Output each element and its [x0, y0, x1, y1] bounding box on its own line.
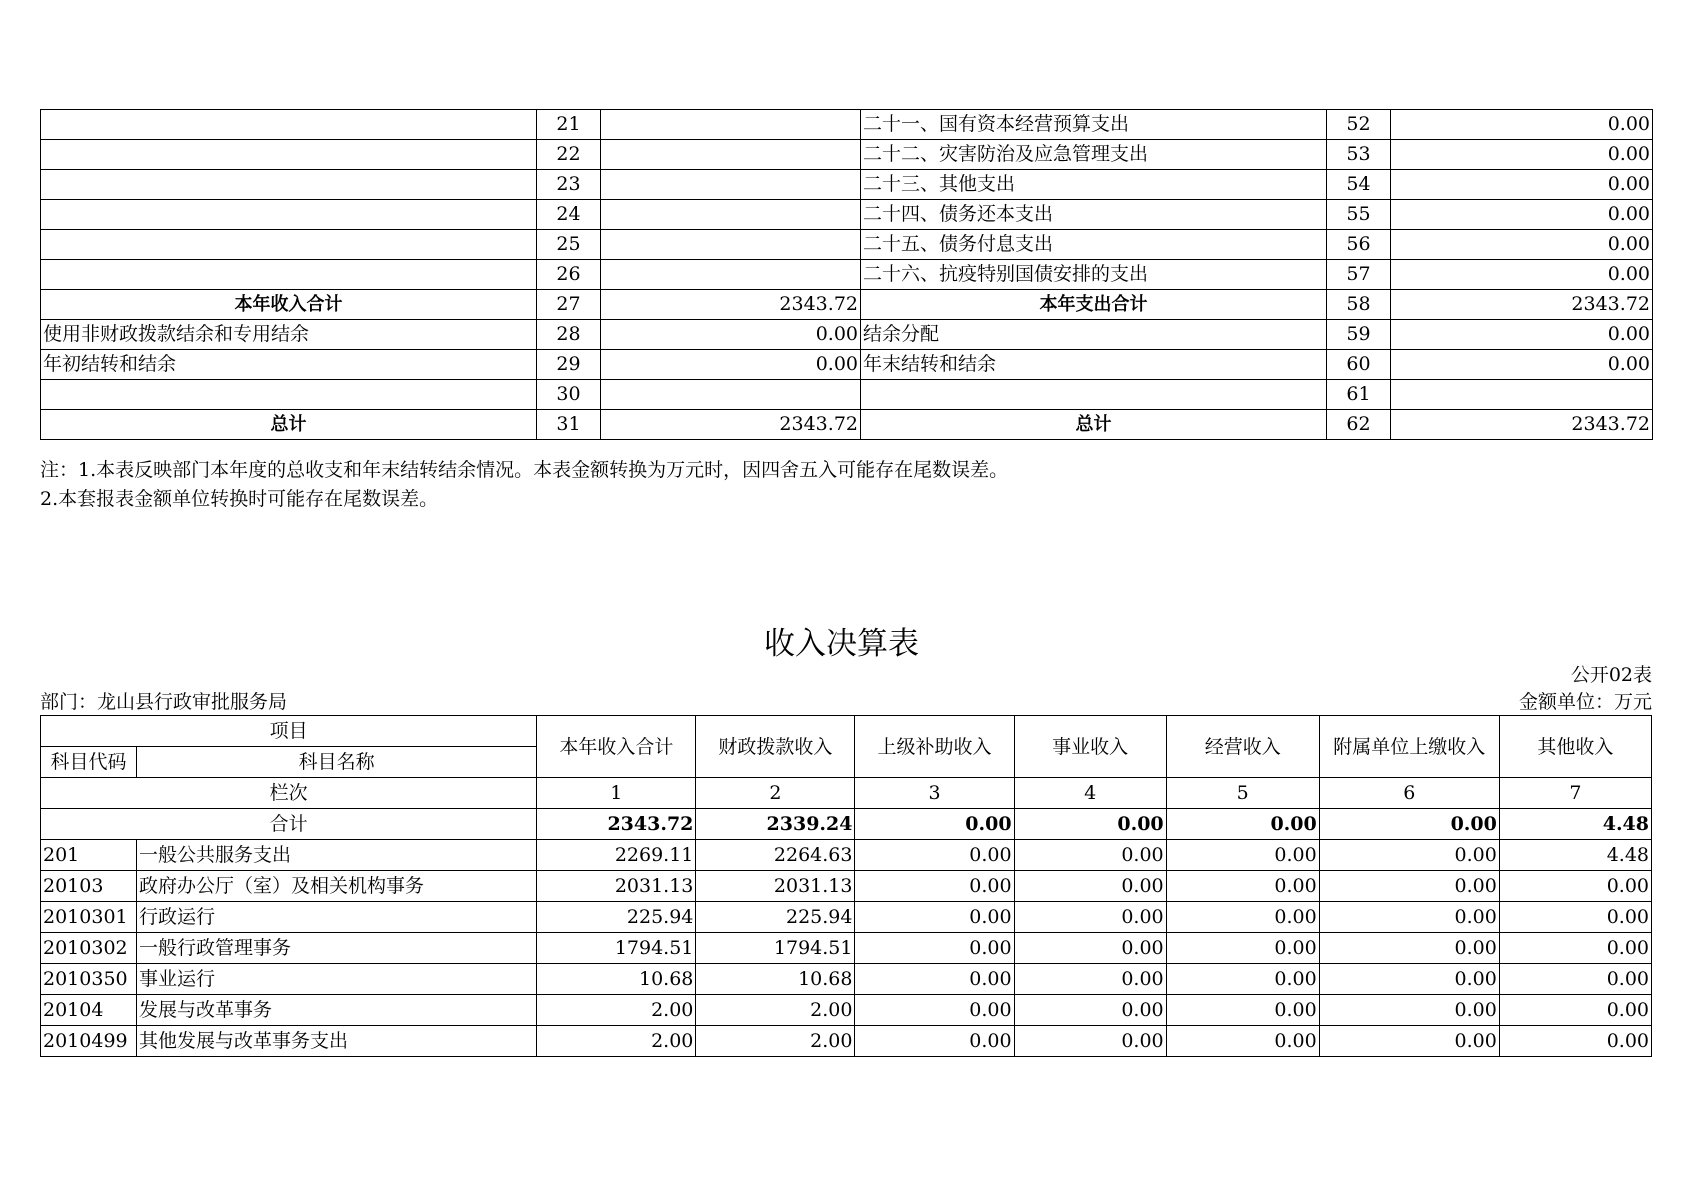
row-value-7: 0.00 [1499, 871, 1651, 902]
row-right-label: 二十四、债务还本支出 [861, 200, 1327, 230]
row-value-7: 0.00 [1499, 1026, 1651, 1057]
row-right-value: 0.00 [1391, 230, 1653, 260]
row-right-number: 53 [1327, 140, 1391, 170]
row-right-label [861, 380, 1327, 410]
row-right-label: 本年支出合计 [861, 290, 1327, 320]
table-row [41, 290, 1653, 320]
income-table [40, 715, 1652, 1057]
row-left-label [41, 260, 537, 290]
row-right-number: 59 [1327, 320, 1391, 350]
row-value-5: 0.00 [1166, 964, 1319, 995]
row-left-number: 23 [537, 170, 601, 200]
row-left-label [41, 140, 537, 170]
colnum-7: 7 [1499, 778, 1651, 809]
income-table-total-row [41, 809, 1652, 840]
total-value-7: 4.48 [1499, 809, 1651, 840]
table-row [41, 871, 1652, 902]
row-right-value: 2343.72 [1391, 410, 1653, 440]
header-col-7: 其他收入 [1499, 716, 1651, 778]
row-left-number: 29 [537, 350, 601, 380]
row-value-5: 0.00 [1166, 995, 1319, 1026]
row-value-5: 0.00 [1166, 871, 1319, 902]
row-left-label [41, 200, 537, 230]
row-right-label: 二十六、抗疫特别国债安排的支出 [861, 260, 1327, 290]
row-value-6: 0.00 [1319, 964, 1499, 995]
row-name: 其他发展与改革事务支出 [137, 1026, 537, 1057]
row-value-6: 0.00 [1319, 995, 1499, 1026]
table-row [41, 964, 1652, 995]
row-name: 一般行政管理事务 [137, 933, 537, 964]
row-right-number: 54 [1327, 170, 1391, 200]
row-code: 20104 [41, 995, 137, 1026]
colnum-6: 6 [1319, 778, 1499, 809]
row-left-number: 22 [537, 140, 601, 170]
row-left-value [601, 260, 861, 290]
row-left-number: 27 [537, 290, 601, 320]
row-value-3: 0.00 [855, 933, 1014, 964]
row-value-2: 2.00 [696, 995, 855, 1026]
row-value-1: 225.94 [537, 902, 696, 933]
table-row [41, 200, 1653, 230]
row-right-value: 2343.72 [1391, 290, 1653, 320]
total-label: 合计 [41, 809, 537, 840]
row-right-number: 56 [1327, 230, 1391, 260]
row-value-1: 2.00 [537, 995, 696, 1026]
row-value-6: 0.00 [1319, 840, 1499, 871]
header-name: 科目名称 [137, 747, 537, 778]
row-value-1: 10.68 [537, 964, 696, 995]
department-label: 部门：龙山县行政审批服务局 [40, 691, 288, 713]
total-value-4: 0.00 [1014, 809, 1166, 840]
row-value-4: 0.00 [1014, 995, 1166, 1026]
row-value-4: 0.00 [1014, 840, 1166, 871]
row-value-3: 0.00 [855, 902, 1014, 933]
total-value-5: 0.00 [1166, 809, 1319, 840]
row-value-5: 0.00 [1166, 933, 1319, 964]
header-col-5: 经营收入 [1166, 716, 1319, 778]
colnum-3: 3 [855, 778, 1014, 809]
form-number: 公开02表 [1570, 664, 1652, 686]
income-table-header-row-1 [41, 716, 1652, 747]
total-value-1: 2343.72 [537, 809, 696, 840]
row-right-number: 52 [1327, 110, 1391, 140]
total-value-6: 0.00 [1319, 809, 1499, 840]
table-row [41, 260, 1653, 290]
row-code: 2010301 [41, 902, 137, 933]
colnum-2: 2 [696, 778, 855, 809]
row-value-1: 2031.13 [537, 871, 696, 902]
row-left-label: 使用非财政拨款结余和专用结余 [41, 320, 537, 350]
header-col-4: 事业收入 [1014, 716, 1166, 778]
row-left-number: 25 [537, 230, 601, 260]
row-left-value [601, 200, 861, 230]
row-value-2: 2031.13 [696, 871, 855, 902]
row-code: 20103 [41, 871, 137, 902]
row-right-value [1391, 380, 1653, 410]
row-left-value: 0.00 [601, 320, 861, 350]
table-row [41, 995, 1652, 1026]
colnum-5: 5 [1166, 778, 1319, 809]
row-left-label [41, 230, 537, 260]
table-row [41, 320, 1653, 350]
row-right-value: 0.00 [1391, 200, 1653, 230]
row-right-value: 0.00 [1391, 140, 1653, 170]
summary-table [40, 109, 1653, 440]
row-value-6: 0.00 [1319, 1026, 1499, 1057]
row-code: 2010350 [41, 964, 137, 995]
row-value-1: 1794.51 [537, 933, 696, 964]
row-value-7: 0.00 [1499, 995, 1651, 1026]
table-row [41, 410, 1653, 440]
table-row [41, 1026, 1652, 1057]
row-left-value: 0.00 [601, 350, 861, 380]
row-value-1: 2269.11 [537, 840, 696, 871]
row-name: 政府办公厅（室）及相关机构事务 [137, 871, 537, 902]
row-value-7: 0.00 [1499, 933, 1651, 964]
row-right-value: 0.00 [1391, 170, 1653, 200]
row-left-number: 28 [537, 320, 601, 350]
row-left-number: 26 [537, 260, 601, 290]
header-col-3: 上级补助收入 [855, 716, 1014, 778]
row-right-value: 0.00 [1391, 110, 1653, 140]
row-left-label [41, 170, 537, 200]
note-line-2: 2.本套报表金额单位转换时可能存在尾数误差。 [40, 488, 439, 510]
table-row [41, 350, 1653, 380]
row-value-4: 0.00 [1014, 902, 1166, 933]
row-value-7: 4.48 [1499, 840, 1651, 871]
row-right-label: 二十一、国有资本经营预算支出 [861, 110, 1327, 140]
summary-table-body [41, 110, 1653, 440]
table-row [41, 230, 1653, 260]
row-value-5: 0.00 [1166, 840, 1319, 871]
row-left-value: 2343.72 [601, 290, 861, 320]
row-left-number: 21 [537, 110, 601, 140]
row-left-label: 年初结转和结余 [41, 350, 537, 380]
table-row [41, 140, 1653, 170]
row-left-value [601, 110, 861, 140]
row-value-3: 0.00 [855, 964, 1014, 995]
row-left-label: 本年收入合计 [41, 290, 537, 320]
table-row [41, 902, 1652, 933]
row-right-value: 0.00 [1391, 320, 1653, 350]
row-right-label: 结余分配 [861, 320, 1327, 350]
row-left-number: 30 [537, 380, 601, 410]
note-line-1: 注：1.本表反映部门本年度的总收支和年末结转结余情况。本表金额转换为万元时，因四舍五入可能存在尾数误差。 [40, 459, 1009, 481]
row-right-label: 二十二、灾害防治及应急管理支出 [861, 140, 1327, 170]
header-project: 项目 [41, 716, 537, 747]
row-value-2: 2.00 [696, 1026, 855, 1057]
row-value-4: 0.00 [1014, 871, 1166, 902]
row-right-number: 62 [1327, 410, 1391, 440]
row-right-label: 年末结转和结余 [861, 350, 1327, 380]
row-value-3: 0.00 [855, 995, 1014, 1026]
unit-label: 金额单位：万元 [1518, 691, 1652, 713]
row-value-6: 0.00 [1319, 902, 1499, 933]
row-value-2: 225.94 [696, 902, 855, 933]
table-row [41, 110, 1653, 140]
row-right-number: 58 [1327, 290, 1391, 320]
header-col-2: 财政拨款收入 [696, 716, 855, 778]
row-code: 2010302 [41, 933, 137, 964]
row-value-7: 0.00 [1499, 964, 1651, 995]
colnum-label: 栏次 [41, 778, 537, 809]
row-name: 行政运行 [137, 902, 537, 933]
row-left-label [41, 380, 537, 410]
header-col-6: 附属单位上缴收入 [1319, 716, 1499, 778]
row-value-5: 0.00 [1166, 902, 1319, 933]
header-code: 科目代码 [41, 747, 137, 778]
colnum-4: 4 [1014, 778, 1166, 809]
row-left-value [601, 170, 861, 200]
row-right-label: 二十五、债务付息支出 [861, 230, 1327, 260]
row-value-1: 2.00 [537, 1026, 696, 1057]
row-left-label: 总计 [41, 410, 537, 440]
row-right-value: 0.00 [1391, 350, 1653, 380]
total-value-2: 2339.24 [696, 809, 855, 840]
row-value-3: 0.00 [855, 871, 1014, 902]
row-right-number: 60 [1327, 350, 1391, 380]
row-value-6: 0.00 [1319, 871, 1499, 902]
table-row [41, 170, 1653, 200]
income-table-colnum-row [41, 778, 1652, 809]
table-row [41, 933, 1652, 964]
row-right-number: 55 [1327, 200, 1391, 230]
row-left-value [601, 380, 861, 410]
row-code: 201 [41, 840, 137, 871]
row-value-7: 0.00 [1499, 902, 1651, 933]
page-title: 收入决算表 [764, 626, 919, 662]
row-name: 事业运行 [137, 964, 537, 995]
row-right-label: 总计 [861, 410, 1327, 440]
row-value-5: 0.00 [1166, 1026, 1319, 1057]
header-col-1: 本年收入合计 [537, 716, 696, 778]
row-value-2: 1794.51 [696, 933, 855, 964]
row-left-number: 31 [537, 410, 601, 440]
row-left-number: 24 [537, 200, 601, 230]
total-value-3: 0.00 [855, 809, 1014, 840]
income-table-body [41, 840, 1652, 1057]
row-left-value [601, 140, 861, 170]
row-left-label [41, 110, 537, 140]
row-name: 一般公共服务支出 [137, 840, 537, 871]
row-right-number: 57 [1327, 260, 1391, 290]
colnum-1: 1 [537, 778, 696, 809]
row-value-4: 0.00 [1014, 964, 1166, 995]
table-row [41, 840, 1652, 871]
row-value-4: 0.00 [1014, 933, 1166, 964]
row-value-2: 10.68 [696, 964, 855, 995]
table-row [41, 380, 1653, 410]
row-right-label: 二十三、其他支出 [861, 170, 1327, 200]
row-right-number: 61 [1327, 380, 1391, 410]
row-right-value: 0.00 [1391, 260, 1653, 290]
row-code: 2010499 [41, 1026, 137, 1057]
row-value-6: 0.00 [1319, 933, 1499, 964]
row-value-3: 0.00 [855, 840, 1014, 871]
row-value-4: 0.00 [1014, 1026, 1166, 1057]
row-left-value [601, 230, 861, 260]
row-value-3: 0.00 [855, 1026, 1014, 1057]
row-name: 发展与改革事务 [137, 995, 537, 1026]
row-value-2: 2264.63 [696, 840, 855, 871]
row-left-value: 2343.72 [601, 410, 861, 440]
